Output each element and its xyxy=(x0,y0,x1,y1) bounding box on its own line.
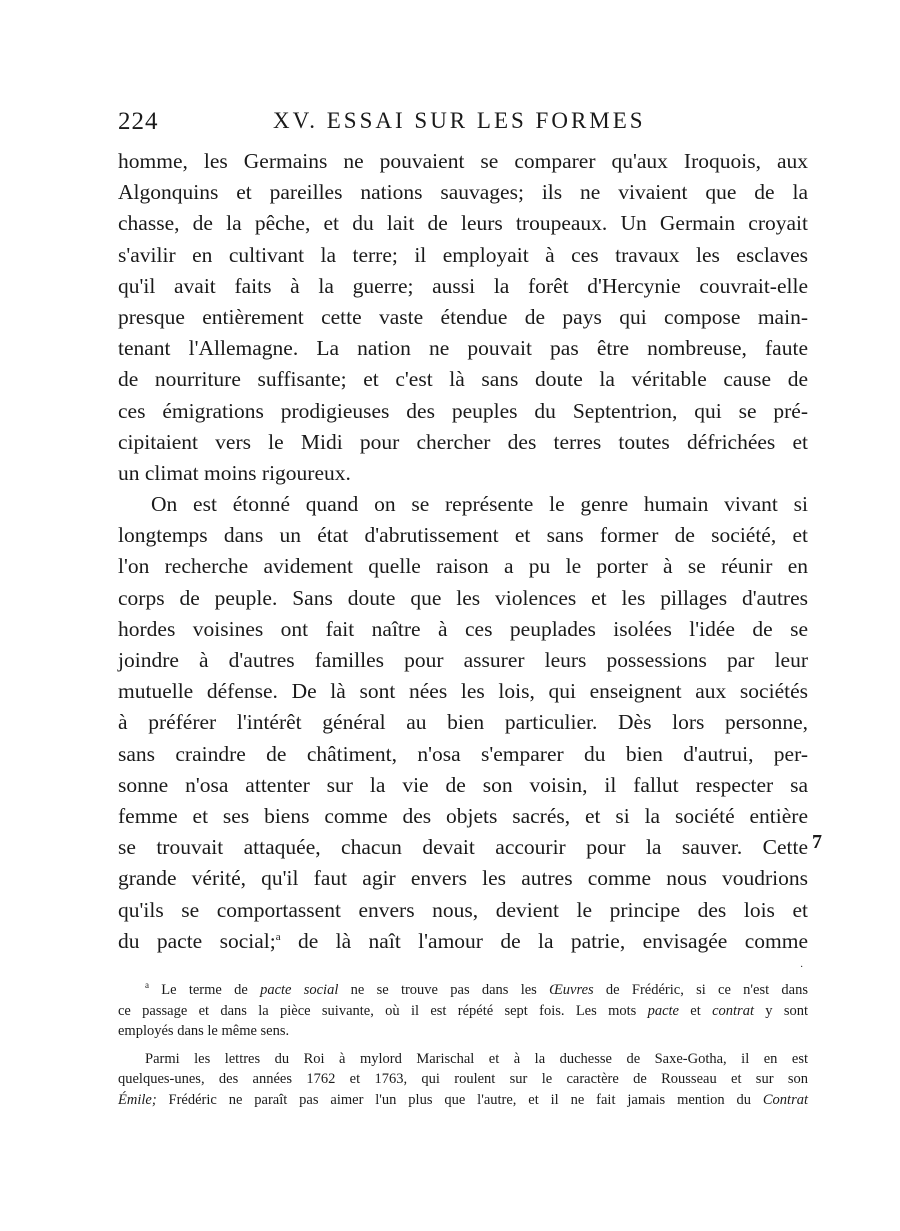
page-number: 224 xyxy=(118,108,159,135)
text-line: se trouvait attaquée, chacun devait accourir pour la sauver. Cette xyxy=(118,835,808,860)
text-line: longtemps dans un état d'abrutissement et sans former de société, et xyxy=(118,523,808,548)
text-line: grande vérité, qu'il faut agir envers les autres comme nous voudrions xyxy=(118,866,808,891)
italic-term: Œuvres xyxy=(549,982,594,998)
text-line: presque entièrement cette vaste étendue de pays qui compose main- xyxy=(118,304,808,329)
text-line: Algonquins et pareilles nations sauvages; ils ne vivaient que de la xyxy=(118,180,808,205)
text-line: tenant l'Allemagne. La nation ne pouvait pas être nombreuse, faute xyxy=(118,336,808,361)
italic-term: Contrat xyxy=(762,1091,808,1108)
italic-term: Émile; xyxy=(118,1091,157,1108)
main-text xyxy=(118,146,808,957)
text-line: cipitaient vers le Midi pour chercher des terres toutes défrichées et xyxy=(118,429,808,454)
text-line: femme et ses biens comme des objets sacrés, et si la société entière xyxy=(118,803,808,828)
text-segment: Frédéric ne paraît pas aimer l'un plus que l'autre, et il ne fait jamais mention du xyxy=(156,1091,763,1108)
footnote-line: quelques-unes, des années 1762 et 1763, qui roulent sur le caractère de Rousseau et sur son xyxy=(118,1071,808,1088)
text-segment: de là naît l'amour de la patrie, envisagée comme xyxy=(280,928,808,953)
text-segment: ce passage et dans la pièce suivante, où il est répété sept fois. Les mots xyxy=(118,1002,637,1019)
text-segment: y sont xyxy=(753,1002,809,1019)
text-segment: Le terme de xyxy=(149,982,261,998)
text-line xyxy=(118,926,808,957)
footnote-marker: a xyxy=(145,980,149,991)
text-line: On est étonné quand on se représente le genre humain vivant si xyxy=(151,492,808,517)
text-line: corps de peuple. Sans doute que les violences et les pillages d'autres xyxy=(118,585,808,610)
text-segment: et xyxy=(679,1002,713,1019)
italic-term: pacte social xyxy=(260,982,339,998)
text-line: l'on recherche avidement quelle raison a pu le porter à se réunir en xyxy=(118,554,808,579)
text-line: chasse, de la pêche, et du lait de leurs troupeaux. Un Germain croyait xyxy=(118,211,808,236)
footnote-continuation xyxy=(118,1049,808,1111)
text-line: à préférer l'intérêt général au bien particulier. Dès lors personne, xyxy=(118,710,808,735)
text-segment: ne se trouve pas dans les xyxy=(338,982,550,998)
margin-bracket-mark: 7 xyxy=(812,831,822,853)
text-line: hordes voisines ont fait naître à ces peuplades isolées l'idée de se xyxy=(118,616,808,641)
text-line: sonne n'osa attenter sur la vie de son voisin, il fallut respecter sa xyxy=(118,772,808,797)
text-line: de nourriture suffisante; et c'est là sans doute la véritable cause de xyxy=(118,367,808,392)
text-segment: de Frédéric, si ce n'est dans xyxy=(593,982,808,998)
text-line: ces émigrations prodigieuses des peuples du Septentrion, qui se pré- xyxy=(118,398,808,423)
text-line: sans craindre de châtiment, n'osa s'emparer du bien d'autrui, per- xyxy=(118,741,808,766)
ink-dot: · xyxy=(800,962,804,973)
footnote-line xyxy=(118,1001,808,1022)
text-line: homme, les Germains ne pouvaient se comparer qu'aux Iroquois, aux xyxy=(118,149,808,173)
running-title: XV. ESSAI SUR LES FORMES xyxy=(273,108,646,133)
footnote-marker: a xyxy=(275,930,281,943)
text-line: qu'il avait faits à la guerre; aussi la forêt d'Hercynie couvrait-elle xyxy=(118,273,808,298)
text-line: un climat moins rigoureux. xyxy=(118,460,351,485)
text-line: mutuelle défense. De là sont nées les lois, qui enseignent aux sociétés xyxy=(118,679,808,704)
footnote-line xyxy=(118,980,808,1001)
footnotes xyxy=(118,980,808,1111)
paragraph-1 xyxy=(118,146,808,489)
footnote-line: employés dans le même sens. xyxy=(118,1023,290,1040)
text-segment: du pacte social; xyxy=(118,928,276,953)
page-header xyxy=(118,104,808,140)
text-line: joindre à d'autres familles pour assurer leurs possessions par leur xyxy=(118,648,808,672)
italic-term: contrat xyxy=(712,1002,754,1019)
paragraph-2 xyxy=(118,489,808,957)
footnote-a xyxy=(118,980,808,1042)
footnote-line xyxy=(118,1090,808,1111)
text-line: s'avilir en cultivant la terre; il employait à ces travaux les esclaves xyxy=(118,242,808,267)
italic-term: pacte xyxy=(647,1002,679,1019)
text-line: qu'ils se comportassent envers nous, devient le principe des lois et xyxy=(118,897,808,922)
footnote-line: Parmi les lettres du Roi à mylord Marischal et à la duchesse de Saxe-Gotha, il en est xyxy=(145,1050,808,1067)
